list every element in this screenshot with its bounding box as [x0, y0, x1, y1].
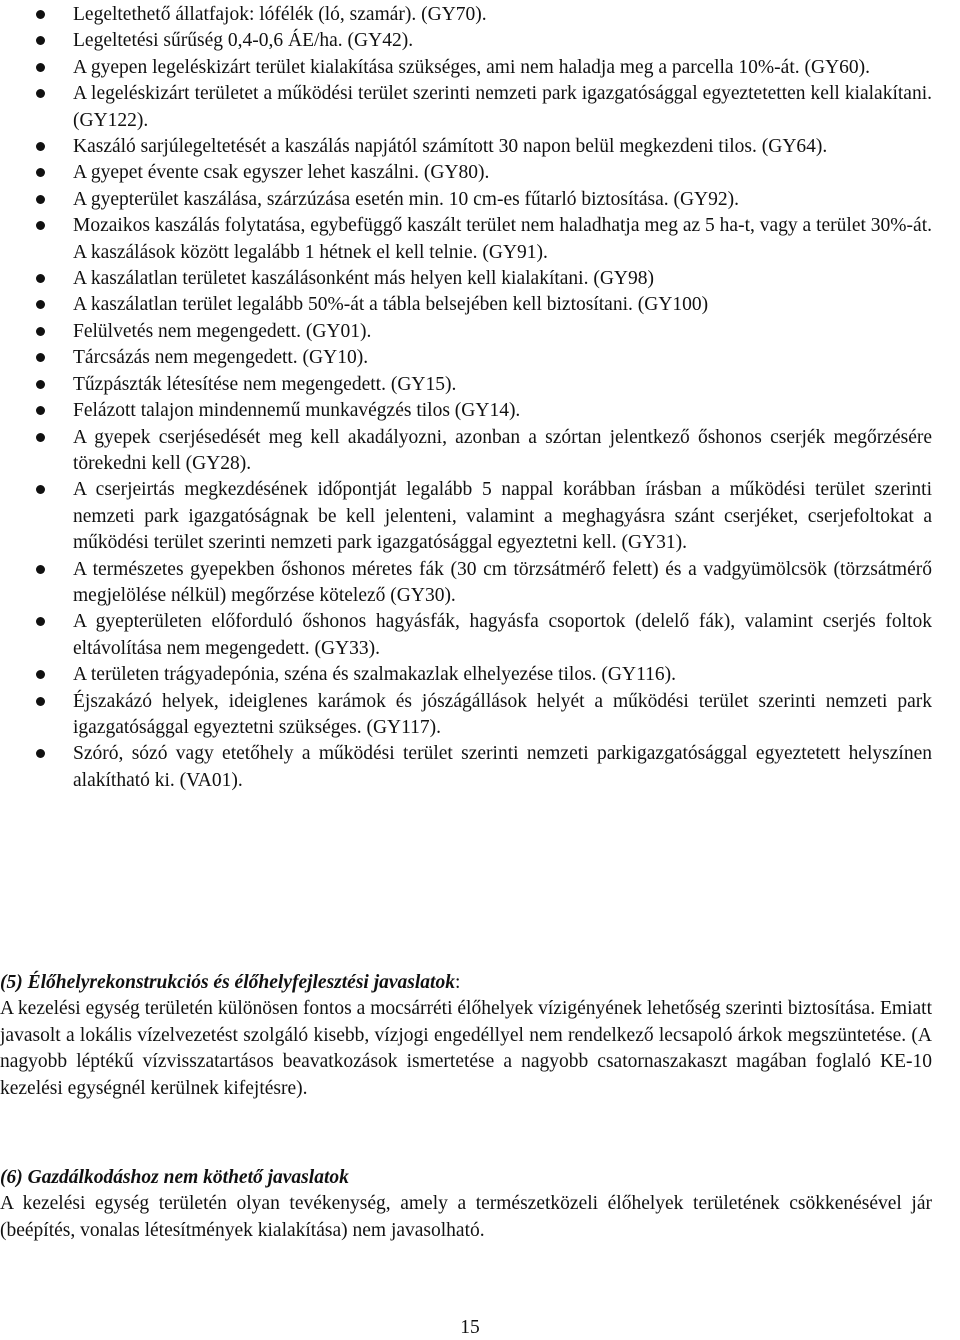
section-heading-suffix: :	[454, 972, 461, 993]
section-non-farming-proposals	[0, 1165, 932, 1244]
list-item	[0, 741, 960, 794]
list-item	[0, 662, 960, 688]
section-heading	[0, 970, 932, 996]
list-item-text: Tárcsázás nem megengedett. (GY10).	[73, 347, 369, 369]
list-item	[0, 134, 960, 160]
list-item	[0, 398, 960, 424]
list-item-text: Kaszáló sarjúlegeltetését a kaszálás napjától számított 30 napon belül megkezdeni tilos. (GY64).	[73, 136, 828, 158]
list-item-text: A kaszálatlan területet kaszálásonként más helyen kell kialakítani. (GY98)	[73, 268, 655, 290]
list-item	[0, 187, 960, 213]
list-item	[0, 557, 960, 610]
list-item	[0, 345, 960, 371]
list-item-text: Éjszakázó helyek, ideiglenes karámok és jószágállások helyét a működési terület szerinti nemzeti park igazgatósággal egyeztetni szükséges. (GY117).	[73, 690, 932, 738]
list-item-text: A gyepterület kaszálása, szárzúzása esetén min. 10 cm-es fűtarló biztosítása. (GY92).	[73, 188, 739, 210]
list-item-text: Szóró, sózó vagy etetőhely a működési terület szerinti nemzeti parkigazgatósággal egyeztetett helyszínen alakítható ki. (VA01).	[73, 743, 932, 791]
section-habitat-reconstruction	[0, 970, 932, 1102]
list-item	[0, 425, 960, 478]
bullet-icon	[36, 221, 45, 230]
list-item-text: Legeltethető állatfajok: lófélék (ló, szamár). (GY70).	[73, 4, 487, 25]
list-item-text: A legeléskizárt területet a működési terület szerinti nemzeti park igazgatósággal egyeztetetten kell kialakítani. (GY122).	[73, 83, 932, 131]
list-item	[0, 266, 960, 292]
bullet-icon	[36, 670, 45, 679]
list-item	[0, 372, 960, 398]
list-item-text: Tűzpászták létesítése nem megengedett. (GY15).	[73, 373, 457, 395]
section-body: A kezelési egység területén olyan tevékenység, amely a természetközeli élőhelyek területének csökkenésével jár (beépítés, vonalas létesítmények kialakítása) nem javasolható.	[0, 1193, 932, 1241]
list-item	[0, 689, 960, 742]
list-item	[0, 28, 960, 54]
list-item-text: Mozaikos kaszálás folytatása, egybefüggő kaszált terület nem haladhatja meg az 5 ha-t, vagy a terület 30%-át. A kaszálások között legalább 1 hétnek el kell telnie. (GY91).	[73, 215, 932, 263]
bullet-icon	[36, 617, 45, 626]
bullet-icon	[36, 697, 45, 706]
bullet-icon	[36, 89, 45, 98]
list-item	[0, 81, 960, 134]
list-item	[0, 477, 960, 556]
management-rules-list	[0, 2, 960, 794]
list-item	[0, 160, 960, 186]
list-item-text: Felázott talajon mindennemű munkavégzés tilos (GY14).	[73, 400, 521, 422]
list-item-text: A gyepek cserjésedését meg kell akadályozni, azonban a szórtan jelentkező őshonos cserjék megőrzésére törekedni kell (GY28).	[73, 426, 932, 474]
bullet-icon	[36, 63, 45, 72]
list-item	[0, 319, 960, 345]
list-item-text: A területen trágyadepónia, széna és szalmakazlak elhelyezése tilos. (GY116).	[73, 664, 676, 686]
bullet-icon	[36, 274, 45, 283]
bullet-icon	[36, 380, 45, 389]
section-heading-number: (6)	[0, 1167, 28, 1188]
list-item-text: Legeltetési sűrűség 0,4-0,6 ÁE/ha. (GY42).	[73, 30, 414, 52]
list-item	[0, 292, 960, 318]
bullet-icon	[36, 300, 45, 309]
bullet-icon	[36, 485, 45, 494]
list-item-text: A természetes gyepekben őshonos méretes fák (30 cm törzsátmérő felett) és a vadgyümölcsök (törzsátmérő megjelölése nélkül) megőrzése kötelező (GY30).	[73, 558, 932, 606]
bullet-icon	[36, 195, 45, 204]
bullet-icon	[36, 353, 45, 362]
bullet-icon	[36, 406, 45, 415]
list-item-text: A gyepterületen előforduló őshonos hagyásfák, hagyásfa csoportok (delelő fák), valamint cserjés foltok eltávolítása nem megengedett. (GY33).	[73, 611, 932, 659]
list-item	[0, 2, 960, 28]
section-heading-number: (5)	[0, 972, 28, 993]
page-number: 15	[460, 1317, 480, 1338]
list-item	[0, 609, 960, 662]
list-item-text: Felülvetés nem megengedett. (GY01).	[73, 320, 372, 342]
section-body: A kezelési egység területén különösen fontos a mocsárréti élőhelyek vízigényének lehetőség szerinti biztosítása. Emiatt javasolt a lokális vízelvezetést szolgáló kisebb, vízjogi engedéllyel nem rendelkező lecsapoló árkok megszüntetése. (A nagyobb léptékű vízvisszatartásos beavatkozások ismertetése a nagyobb csatornaszakaszt magában foglaló KE-10 kezelési egységnél kerülnek kifejtésre).	[0, 998, 932, 1099]
list-item-text: A gyepet évente csak egyszer lehet kaszálni. (GY80).	[73, 162, 490, 184]
list-item-text: A gyepen legeléskizárt terület kialakítása szükséges, ami nem haladja meg a parcella 10%-át. (GY60).	[73, 56, 871, 78]
section-heading-title: Gazdálkodáshoz nem köthető javaslatok	[27, 1167, 349, 1188]
bullet-icon	[36, 36, 45, 45]
list-item	[0, 55, 960, 81]
list-item	[0, 213, 960, 266]
bullet-icon	[36, 168, 45, 177]
list-item-text: A kaszálatlan terület legalább 50%-át a tábla belsejében kell biztosítani. (GY100)	[73, 294, 709, 316]
bullet-icon	[36, 433, 45, 442]
bullet-icon	[36, 327, 45, 336]
section-heading-title: Élőhelyrekonstrukciós és élőhelyfejlesztési javaslatok	[27, 972, 455, 993]
bullet-icon	[36, 142, 45, 151]
section-heading	[0, 1165, 932, 1191]
bullet-icon	[36, 749, 45, 758]
list-item-text: A cserjeirtás megkezdésének időpontját legalább 5 nappal korábban írásban a működési terület szerinti nemzeti park igazgatóságnak be kell jelenteni, valamint a meghagyásra szánt cserjéket, cserjefoltokat a működési terület szerinti nemzeti park igazgatósággal egyeztetni kell. (GY31).	[73, 479, 932, 554]
bullet-icon	[36, 565, 45, 574]
bullet-icon	[36, 10, 45, 19]
